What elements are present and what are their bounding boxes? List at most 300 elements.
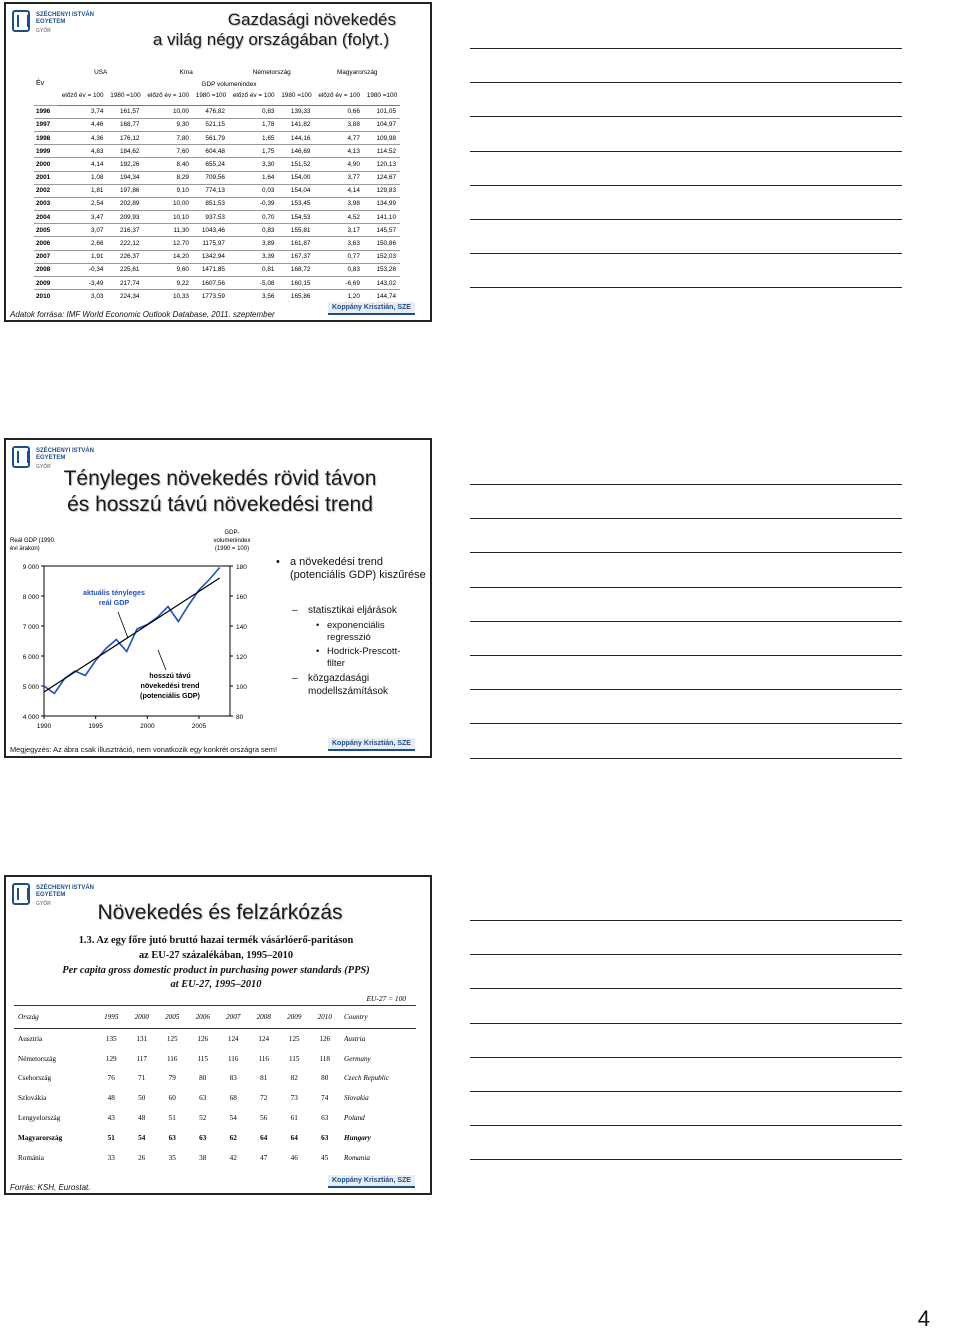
index-header: GDP volumenindex xyxy=(201,80,257,88)
col-year: 2008 xyxy=(249,1006,280,1029)
note-line xyxy=(470,253,902,254)
value-cell: -0,39 xyxy=(229,197,278,210)
value-cell: 153,28 xyxy=(364,263,400,276)
table-row xyxy=(34,105,400,118)
doc-title-hu-1: 1.3. Az egy főre jutó bruttó hazai termék vásárlóerő-paritáson xyxy=(78,935,354,946)
value-cell: 116 xyxy=(166,1054,178,1063)
value-cell: 4,14 xyxy=(314,184,363,197)
value-cell: 81 xyxy=(260,1074,268,1083)
value-cell: 202,89 xyxy=(107,197,143,210)
year-cell: 1997 xyxy=(34,118,58,131)
value-cell: 2,54 xyxy=(58,197,107,210)
value-cell: 63 xyxy=(321,1114,329,1123)
value-cell: 168,77 xyxy=(107,118,143,131)
value-cell: 10,00 xyxy=(143,105,192,118)
value-cell: 4,36 xyxy=(58,131,107,144)
value-cell: 120,13 xyxy=(364,158,400,171)
value-cell: 144,16 xyxy=(278,131,314,144)
col-prev-year: előző év = 100 xyxy=(229,90,278,105)
value-cell: -6,69 xyxy=(314,277,363,290)
x-tick-label: 1995 xyxy=(88,723,103,730)
value-cell: 0,83 xyxy=(229,105,278,118)
value-cell: 216,37 xyxy=(107,224,143,237)
year-cell: 2010 xyxy=(34,290,58,303)
value-cell: 129,83 xyxy=(364,184,400,197)
value-cell: 521,15 xyxy=(193,118,229,131)
col-prev-year: előző év = 100 xyxy=(58,90,107,105)
value-cell: 0,83 xyxy=(229,224,278,237)
y-right-tick-label: 120 xyxy=(236,654,247,661)
value-cell: 45 xyxy=(321,1153,329,1162)
value-cell: 63 xyxy=(199,1094,207,1103)
year-cell: 1996 xyxy=(34,105,58,118)
value-cell: 14,20 xyxy=(143,250,192,263)
value-cell: 114,52 xyxy=(364,145,400,158)
value-cell: 3,63 xyxy=(314,237,363,250)
author-badge: Koppány Krisztián, SZE xyxy=(328,1175,415,1188)
value-cell: 222,12 xyxy=(107,237,143,250)
value-cell: 131 xyxy=(136,1034,148,1043)
value-cell: 1,75 xyxy=(229,145,278,158)
value-cell: 3,39 xyxy=(229,250,278,263)
dash-icon: – xyxy=(292,605,298,616)
x-tick-label: 2000 xyxy=(140,723,155,730)
slide-gdp-table xyxy=(4,2,432,322)
value-cell: 10,00 xyxy=(143,197,192,210)
value-cell: 154,53 xyxy=(278,211,314,224)
y-left-tick-label: 9 000 xyxy=(22,564,39,571)
value-cell: 124 xyxy=(227,1034,239,1043)
country-cell: Magyarország xyxy=(18,1133,63,1142)
value-cell: 168,72 xyxy=(278,263,314,276)
country-usa: USA xyxy=(94,68,108,76)
value-cell: 161,57 xyxy=(107,105,143,118)
year-cell: 2002 xyxy=(34,184,58,197)
value-cell: 161,87 xyxy=(278,237,314,250)
y-left-label-line: évi árakon) xyxy=(10,546,40,552)
table-row xyxy=(34,263,400,276)
table-row xyxy=(34,118,400,131)
doc-title-en-2: at EU-27, 1995–2010 xyxy=(170,979,262,990)
university-logo: SZÉCHENYI ISTVÁN EGYETEM GYŐR xyxy=(12,10,102,36)
y-right-label-line: volumenindex xyxy=(213,538,251,544)
note-line xyxy=(470,655,902,656)
value-cell: 0,81 xyxy=(229,263,278,276)
bullet-dot-icon: • xyxy=(316,620,320,631)
value-cell: 33 xyxy=(107,1153,115,1162)
bullet-dot-icon: • xyxy=(316,646,320,657)
value-cell: 35 xyxy=(168,1153,176,1162)
value-cell: 54 xyxy=(138,1133,146,1142)
note-line xyxy=(470,1023,902,1024)
note-line xyxy=(470,621,902,622)
value-cell: 4,83 xyxy=(58,145,107,158)
note-line xyxy=(470,587,902,588)
value-cell: 3,07 xyxy=(58,224,107,237)
value-cell: 64 xyxy=(290,1133,298,1142)
value-cell: 192,26 xyxy=(107,158,143,171)
value-cell: 3,47 xyxy=(58,211,107,224)
value-cell: 68 xyxy=(229,1094,237,1103)
value-cell: 9,10 xyxy=(143,184,192,197)
page-number: 4 xyxy=(917,1306,930,1331)
note-line xyxy=(470,219,902,220)
table-row xyxy=(34,277,400,290)
value-cell: 0,83 xyxy=(314,263,363,276)
y-right-tick-label: 100 xyxy=(236,684,247,691)
value-cell: 115 xyxy=(197,1054,208,1063)
note-line xyxy=(470,552,902,553)
y-right-tick-label: 80 xyxy=(236,714,244,721)
unit-label: EU-27 = 100 xyxy=(366,994,406,1003)
value-cell: 10,10 xyxy=(143,211,192,224)
university-logo: SZÉCHENYI ISTVÁN EGYETEM GYŐR xyxy=(12,446,102,472)
value-cell: 3,88 xyxy=(314,118,363,131)
note-line xyxy=(470,82,902,83)
table-row xyxy=(34,197,400,210)
value-cell: 3,56 xyxy=(229,290,278,303)
y-left-tick-label: 4 000 xyxy=(22,714,39,721)
value-cell: 561,79 xyxy=(193,131,229,144)
y-left-tick-label: 5 000 xyxy=(22,684,39,691)
value-cell: 8,40 xyxy=(143,158,192,171)
value-cell: 4,52 xyxy=(314,211,363,224)
col-1980-base: 1980 =100 xyxy=(364,90,400,105)
value-cell: 225,61 xyxy=(107,263,143,276)
table-row xyxy=(34,184,400,197)
value-cell: 226,37 xyxy=(107,250,143,263)
x-tick-label: 2005 xyxy=(191,723,207,730)
value-cell: -0,34 xyxy=(58,263,107,276)
table-row xyxy=(34,250,400,263)
value-cell: 43 xyxy=(107,1114,115,1123)
table-row xyxy=(14,1029,416,1049)
value-cell: 104,97 xyxy=(364,118,400,131)
bullet-sub1a: • exponenciális regresszió xyxy=(316,620,385,643)
table-row xyxy=(14,1088,416,1108)
value-cell: 184,62 xyxy=(107,145,143,158)
bullet-sub2: – közgazdasági modellszámítások xyxy=(292,673,389,697)
value-cell: 125 xyxy=(166,1034,178,1043)
note-line xyxy=(470,1125,902,1126)
value-cell: 46 xyxy=(290,1153,298,1162)
value-cell: 124 xyxy=(258,1034,270,1043)
slide-convergence xyxy=(4,875,432,1195)
value-cell: 1,20 xyxy=(314,290,363,303)
value-cell: 1,65 xyxy=(229,131,278,144)
table-row xyxy=(14,1069,416,1089)
value-cell: 851,53 xyxy=(193,197,229,210)
note-line xyxy=(470,1057,902,1058)
value-cell: 12,70 xyxy=(143,237,192,250)
note-line xyxy=(470,988,902,989)
value-cell: 63 xyxy=(321,1133,329,1142)
value-cell: 7,80 xyxy=(143,131,192,144)
y-right-tick-label: 140 xyxy=(236,624,247,631)
table-row xyxy=(34,224,400,237)
logo-mark-icon xyxy=(12,10,30,32)
col-country-hu: Ország xyxy=(14,1006,96,1029)
value-cell: 143,02 xyxy=(364,277,400,290)
col-year: 2010 xyxy=(310,1006,341,1029)
slide-growth-trend xyxy=(4,438,432,758)
value-cell: 51 xyxy=(168,1114,176,1123)
y-left-tick-label: 7 000 xyxy=(22,624,39,631)
value-cell: 126 xyxy=(197,1034,209,1043)
value-cell: 155,81 xyxy=(278,224,314,237)
author-badge: Koppány Krisztián, SZE xyxy=(328,302,415,315)
col-year: 2006 xyxy=(188,1006,219,1029)
doc-title-en-1: Per capita gross domestic product in purchasing power standards (PPS) xyxy=(62,965,370,976)
value-cell: 126 xyxy=(319,1034,331,1043)
pps-table xyxy=(14,1005,416,1168)
value-cell: 0,03 xyxy=(229,184,278,197)
note-line xyxy=(470,954,902,955)
value-cell: 153,45 xyxy=(278,197,314,210)
value-cell: 38 xyxy=(199,1153,207,1162)
value-cell: 74 xyxy=(321,1094,329,1103)
table-row xyxy=(14,1108,416,1128)
country-en-cell: Hungary xyxy=(344,1133,371,1142)
country-cell: Ausztria xyxy=(18,1034,43,1043)
value-cell: 1043,46 xyxy=(193,224,229,237)
value-cell: 709,56 xyxy=(193,171,229,184)
value-cell: 476,82 xyxy=(193,105,229,118)
value-cell: 1,78 xyxy=(229,118,278,131)
value-cell: 0,77 xyxy=(314,250,363,263)
bullet-dot-icon: • xyxy=(276,556,280,568)
year-cell: 2003 xyxy=(34,197,58,210)
value-cell: 135 xyxy=(105,1034,117,1043)
table-row xyxy=(34,237,400,250)
country-en-cell: Slovakia xyxy=(344,1094,369,1103)
value-cell: 152,03 xyxy=(364,250,400,263)
year-cell: 2009 xyxy=(34,277,58,290)
value-cell: 2,66 xyxy=(58,237,107,250)
value-cell: 129 xyxy=(105,1054,117,1063)
value-cell: 79 xyxy=(168,1074,176,1083)
value-cell: 116 xyxy=(258,1054,269,1063)
value-cell: 51 xyxy=(107,1133,115,1142)
year-cell: 2004 xyxy=(34,211,58,224)
slide3-title: Növekedés és felzárkózás xyxy=(97,901,343,924)
value-cell: 3,98 xyxy=(314,197,363,210)
col-prev-year: előző év = 100 xyxy=(314,90,363,105)
value-cell: 56 xyxy=(260,1114,268,1123)
value-cell: 118 xyxy=(319,1054,330,1063)
gdp-table xyxy=(34,66,400,302)
country-germany: Németország xyxy=(252,68,291,76)
value-cell: 52 xyxy=(199,1114,207,1123)
value-cell: 63 xyxy=(168,1133,176,1142)
table-row xyxy=(34,290,400,303)
value-cell: 10,33 xyxy=(143,290,192,303)
value-cell: 154,04 xyxy=(278,184,314,197)
value-cell: 48 xyxy=(138,1114,146,1123)
value-cell: 3,77 xyxy=(314,171,363,184)
country-cell: Románia xyxy=(18,1153,44,1162)
annotation-trend-line: növekedési trend xyxy=(140,681,200,690)
table-row xyxy=(14,1049,416,1069)
value-cell: 4,13 xyxy=(314,145,363,158)
note-line xyxy=(470,151,902,152)
value-cell: 197,86 xyxy=(107,184,143,197)
author-badge: Koppány Krisztián, SZE xyxy=(328,738,415,751)
year-cell: 2000 xyxy=(34,158,58,171)
value-cell: 60 xyxy=(168,1094,176,1103)
value-cell: 73 xyxy=(290,1094,298,1103)
value-cell: 0,70 xyxy=(229,211,278,224)
value-cell: 1342,94 xyxy=(193,250,229,263)
value-cell: -3,49 xyxy=(58,277,107,290)
value-cell: 125 xyxy=(288,1034,300,1043)
slide1-title-line1: Gazdasági növekedés xyxy=(227,10,396,29)
value-cell: 42 xyxy=(229,1153,237,1162)
year-cell: 2006 xyxy=(34,237,58,250)
value-cell: 167,37 xyxy=(278,250,314,263)
col-year: 2005 xyxy=(157,1006,188,1029)
value-cell: 82 xyxy=(290,1074,298,1083)
value-cell: 1773,59 xyxy=(193,290,229,303)
slide2-title-line2: és hosszú távú növekedési trend xyxy=(67,493,373,516)
note-line xyxy=(470,758,902,759)
note-line xyxy=(470,920,902,921)
country-china: Kína xyxy=(179,68,193,76)
note-line xyxy=(470,484,902,485)
value-cell: 145,57 xyxy=(364,224,400,237)
col-country-en: Country xyxy=(340,1006,416,1029)
col-year: 2000 xyxy=(127,1006,158,1029)
value-cell: 3,17 xyxy=(314,224,363,237)
dash-icon: – xyxy=(292,673,298,684)
slide3-source: Forrás: KSH, Eurostat. xyxy=(10,1183,91,1192)
value-cell: 151,52 xyxy=(278,158,314,171)
value-cell: 48 xyxy=(107,1094,115,1103)
value-cell: 209,93 xyxy=(107,211,143,224)
country-en-cell: Romania xyxy=(344,1153,370,1162)
value-cell: 47 xyxy=(260,1153,268,1162)
value-cell: 115 xyxy=(288,1054,300,1063)
country-cell: Lengyelország xyxy=(18,1114,61,1123)
value-cell: 64 xyxy=(260,1133,268,1142)
value-cell: 9,30 xyxy=(143,118,192,131)
value-cell: 1,08 xyxy=(58,171,107,184)
value-cell: 176,12 xyxy=(107,131,143,144)
growth-chart xyxy=(8,528,278,738)
value-cell: 165,86 xyxy=(278,290,314,303)
y-right-label-line: (1990 = 100) xyxy=(214,546,250,552)
value-cell: 76 xyxy=(107,1074,115,1083)
value-cell: 71 xyxy=(138,1074,146,1083)
y-right-tick-label: 180 xyxy=(236,564,247,571)
slide2-note: Megjegyzés: Az ábra csak illusztráció, nem vonatkozik egy konkrét országra sem! xyxy=(10,745,277,754)
annotation-actual-pointer xyxy=(118,612,128,638)
value-cell: 655,24 xyxy=(193,158,229,171)
year-cell: 1999 xyxy=(34,145,58,158)
value-cell: 144,74 xyxy=(364,290,400,303)
col-year: 2007 xyxy=(218,1006,249,1029)
year-cell: 1998 xyxy=(34,131,58,144)
slide1-source: Adatok forrása: IMF World Economic Outlook Database, 2011. szeptember xyxy=(10,310,275,319)
value-cell: 11,30 xyxy=(143,224,192,237)
col-1980-base: 1980 =100 xyxy=(107,90,143,105)
value-cell: 134,99 xyxy=(364,197,400,210)
value-cell: 61 xyxy=(290,1114,298,1123)
col-year: Év xyxy=(36,80,45,87)
y-left-tick-label: 6 000 xyxy=(22,654,39,661)
table-row xyxy=(14,1128,416,1148)
country-cell: Csehország xyxy=(18,1074,52,1083)
country-cell: Németország xyxy=(18,1054,56,1063)
bullet-sub1b: • Hodrick-Prescott-filter xyxy=(316,646,401,669)
value-cell: 4,46 xyxy=(58,118,107,131)
annotation-trend-pointer xyxy=(158,650,166,670)
value-cell: 937,53 xyxy=(193,211,229,224)
value-cell: 83 xyxy=(229,1074,237,1083)
value-cell: 80 xyxy=(321,1074,329,1083)
country-en-cell: Czech Republic xyxy=(344,1074,389,1083)
value-cell: 224,34 xyxy=(107,290,143,303)
table-row xyxy=(14,1148,416,1168)
table-row xyxy=(34,131,400,144)
year-cell: 2008 xyxy=(34,263,58,276)
country-en-cell: Austria xyxy=(344,1034,366,1043)
annotation-actual-line: reál GDP xyxy=(98,598,130,607)
value-cell: 150,86 xyxy=(364,237,400,250)
x-tick-label: 1990 xyxy=(36,723,52,730)
value-cell: 194,34 xyxy=(107,171,143,184)
value-cell: 604,48 xyxy=(193,145,229,158)
value-cell: 9,22 xyxy=(143,277,192,290)
value-cell: 80 xyxy=(199,1074,207,1083)
col-year: 2009 xyxy=(279,1006,310,1029)
value-cell: 3,30 xyxy=(229,158,278,171)
value-cell: 3,89 xyxy=(229,237,278,250)
y-left-tick-label: 8 000 xyxy=(22,594,39,601)
annotation-trend-line: (potenciális GDP) xyxy=(140,691,200,700)
annotation-trend-line: hosszú távú xyxy=(149,671,191,680)
value-cell: 50 xyxy=(138,1094,146,1103)
slide1-title xyxy=(116,10,426,50)
slide1-title-line2: a világ négy országában (folyt.) xyxy=(152,30,390,49)
y-right-label-line: GDP- xyxy=(224,530,240,536)
value-cell: 4,14 xyxy=(58,158,107,171)
value-cell: 1,91 xyxy=(58,250,107,263)
bullet-sub1: – statisztikai eljárások xyxy=(292,605,397,616)
col-1980-base: 1980 =100 xyxy=(278,90,314,105)
value-cell: 774,13 xyxy=(193,184,229,197)
value-cell: 154,00 xyxy=(278,171,314,184)
note-line xyxy=(470,185,902,186)
value-cell: 8,29 xyxy=(143,171,192,184)
col-prev-year: előző év = 100 xyxy=(143,90,192,105)
value-cell: 7,60 xyxy=(143,145,192,158)
value-cell: 146,69 xyxy=(278,145,314,158)
value-cell: 109,98 xyxy=(364,131,400,144)
table-row xyxy=(34,145,400,158)
slide2-title xyxy=(6,466,434,518)
value-cell: 9,60 xyxy=(143,263,192,276)
value-cell: 62 xyxy=(229,1133,237,1142)
value-cell: 139,33 xyxy=(278,105,314,118)
y-left-label-line: Reál GDP (1990. xyxy=(10,538,56,544)
value-cell: 217,74 xyxy=(107,277,143,290)
year-cell: 2001 xyxy=(34,171,58,184)
col-year: 1995 xyxy=(96,1006,127,1029)
value-cell: 124,67 xyxy=(364,171,400,184)
table-row xyxy=(34,171,400,184)
value-cell: 1,81 xyxy=(58,184,107,197)
